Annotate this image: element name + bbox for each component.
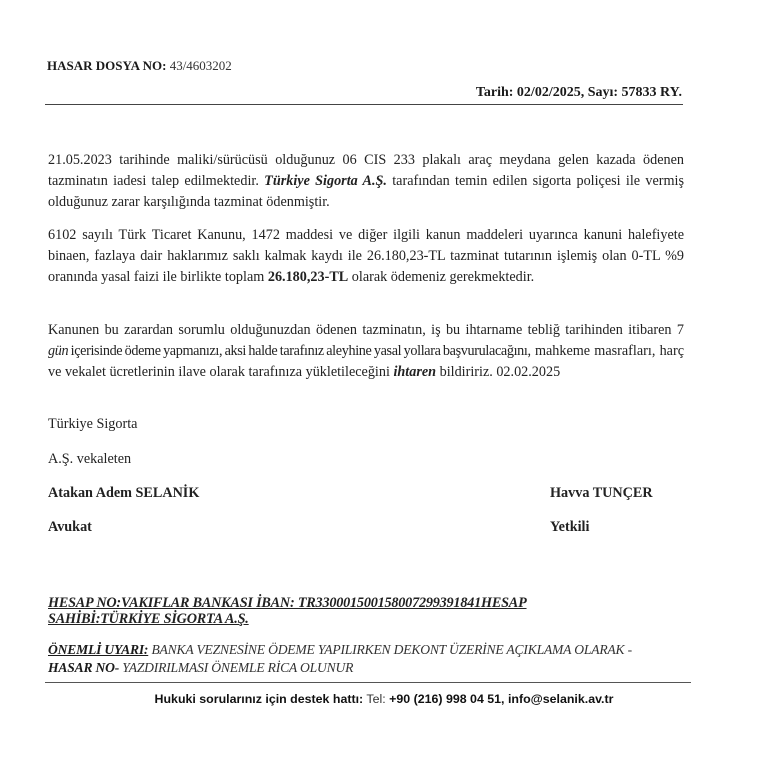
warning-text-continued: YAZDIRILMASI ÖNEMLE RİCA OLUNUR [119, 660, 354, 675]
notice-text: Kanunen bu zarardan sorumlu olduğunuzdan ödenen tazminatın, iş bu ihtarname tebliğ tarihinden itibaren 7 [48, 322, 684, 338]
warning-text: BANKA VEZNESİNE ÖDEME YAPILIRKEN DEKONT ÜZERİNE AÇIKLAMA OLARAK - [148, 642, 632, 657]
warning-label: ÖNEMLİ UYARI: [48, 642, 149, 657]
signature-proxy: A.Ş. vekaleten [48, 451, 132, 467]
important-warning [48, 641, 688, 677]
notice-text-compressed: içerisinde ödeme yapmanızı, aksi halde tarafınız aleyhine yasal yollara başvurulacağını, [68, 343, 531, 359]
insurer-name: Türkiye Sigorta A.Ş. [264, 173, 387, 189]
notice-closing: bildiririz. 02.02.2025 [436, 364, 561, 380]
bank-account-info: HESAP NO:VAKIFLAR BANKASI İBAN: TR330001500158007299391841HESAP SAHİBİ:TÜRKİYE SİGORTA A.Ş. [48, 595, 527, 627]
notice-text-continued: mahkeme masrafları, harç ve vekalet ücretlerinin ilave olarak tarafınıza yükletileceğini [48, 343, 684, 380]
signatory-left-title: Avukat [48, 519, 92, 535]
signatory-left-name: Atakan Adem SELANİK [48, 485, 200, 501]
signatory-right-name: Havva TUNÇER [550, 485, 653, 501]
paragraph-claim [48, 150, 684, 213]
signatory-right-title: Yetkili [550, 519, 590, 535]
footer-contact: +90 (216) 998 04 51, info@selanik.av.tr [389, 692, 614, 706]
header-divider [45, 104, 683, 105]
signature-company: Türkiye Sigorta [48, 416, 138, 432]
warning-hasar-no: HASAR NO- [48, 660, 120, 675]
notice-days-word: gün [48, 343, 69, 359]
file-number [47, 58, 232, 74]
total-amount: 26.180,23-TL [267, 269, 349, 285]
notice-emphasis: ihtaren [393, 364, 437, 380]
footer-divider [45, 682, 691, 683]
paragraph-notice [48, 320, 684, 383]
file-number-label: HASAR DOSYA NO: [47, 58, 167, 73]
footer-tel-label: Tel: [363, 692, 390, 706]
paragraph-legal-basis [48, 225, 684, 288]
legal-basis-text-continued: olarak ödemeniz gerekmektedir. [348, 269, 535, 285]
claim-text: 21.05.2023 tarihinde maliki/sürücüsü olduğunuz 06 CIS 233 plakalı araç meydana gelen kazada ödenen tazminatın iadesi talep edilmektedir. [48, 152, 684, 189]
claim-text-continued: tarafından temin edilen sigorta poliçesi ile vermiş olduğunuz zarar karşılığında tazminat ödenmiştir. [48, 173, 684, 210]
support-footer [0, 692, 768, 706]
date-and-reference: Tarih: 02/02/2025, Sayı: 57833 RY. [475, 85, 682, 100]
footer-lead: Hukuki sorularınız için destek hattı: [154, 692, 364, 706]
legal-basis-text: 6102 sayılı Türk Ticaret Kanunu, 1472 maddesi ve diğer ilgili kanun maddeleri uyarınca kanuni halefiyete binaen, fazlaya dair haklarımız saklı kalmak kaydı ile 26.180,23-TL tazminat tutarının işlemiş olan 0-TL %9 oranında yasal faizi ile birlikte toplam [48, 227, 684, 285]
file-number-value: 43/4603202 [169, 58, 232, 73]
